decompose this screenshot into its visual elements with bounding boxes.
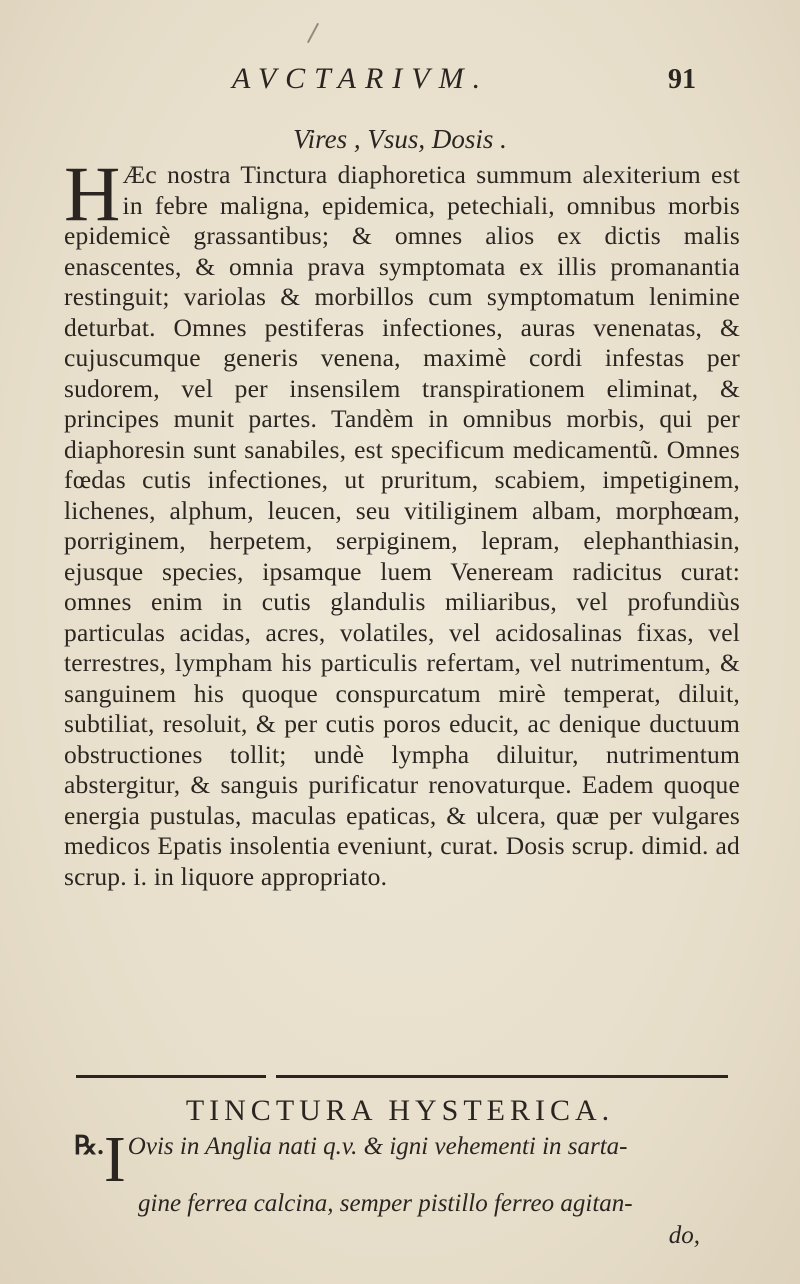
- page-header: [0, 62, 800, 102]
- recipe-title: TINCTURA HYSTERICA.: [185, 1094, 615, 1127]
- divider-segment: [76, 1075, 266, 1078]
- body-paragraph: [64, 150, 740, 892]
- page-number: 91: [668, 64, 696, 95]
- running-head: AVCTARIVM.: [232, 62, 490, 95]
- divider-segment: [276, 1075, 728, 1078]
- recipe-text: [74, 1123, 734, 1252]
- recipe-line-1: Ovis in Anglia nati q.v. & igni vehementi in sarta-: [127, 1133, 628, 1160]
- ink-mark: [307, 23, 319, 43]
- section-title: Vires , Vsus, Dosis .: [293, 124, 507, 154]
- section-divider: [76, 1074, 728, 1080]
- recipe-line-2: gine ferrea calcina, semper pistillo ferreo agitan-: [138, 1190, 633, 1217]
- recipe-drop-cap: I: [103, 1123, 126, 1196]
- paragraph-text: Æc nostra Tinctura diaphoretica summum alexiterium est in febre maligna, epidemica, petechiali, omnibus morbis epidemicè grassantibus; & omnes alios ex dictis malis enascentes, & omnia prava symptomata ex illis promanantia restinguit; variolas & morbillos cum symptomatum lenimine deturbat. Omnes pestiferas infectiones, auras venenatas, & cujuscumque generis venena, maximè cordi infestas per sudorem, vel per insensilem transpirationem eliminat, & principes munit partes. Tandèm in omnibus morbis, qui per diaphoresin sunt sanabiles, est specificum medicamentũ. Omnes fœdas cutis infectiones, ut pruritum, scabiem, impetiginem, lichenes, alphum, leucen, seu vitiliginem albam, morphœam, porriginem, herpetem, serpiginem, lepram, elephanthiasin, ejusque species, ipsamque luem Veneream radicitus curat: omnes enim in cutis glandulis miliaribus, vel profundiùs particulas acidas, acres, volatiles, vel acidosalinas fixas, vel terrestres, lympham his particulis refertam, vel nutrimentum, & sanguinem his quoque conspurcatum mirè temperat, diluit, subtiliat, resoluit, & per cutis poros educit, ac denique ductuum obstructiones tollit; undè lympha diluitur, nutrimentum abstergitur, & sanguis purificatur renovaturque. Eadem quoque energia pustulas, maculas epaticas, & ulcera, quæ per vulgares medicos Epatis insolentia eveniunt, curat. Dosis scrup. dimid. ad scrup. i. in liquore appropriato.: [64, 160, 740, 891]
- drop-cap: H: [64, 150, 121, 237]
- recipe-symbol: ℞.: [74, 1131, 104, 1160]
- recipe-line-3: do,: [668, 1222, 700, 1249]
